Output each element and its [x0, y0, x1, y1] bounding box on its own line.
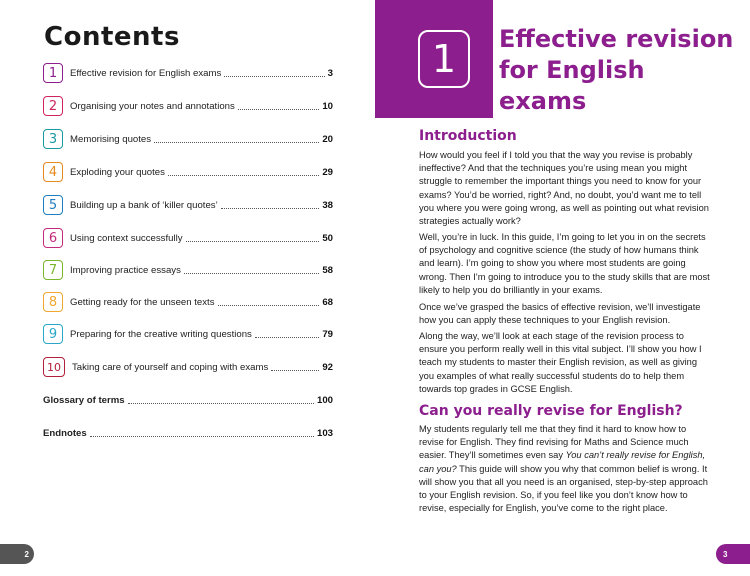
intro-paragraph-1: How would you feel if I told you that the way you revise is probably ineffective? And that the techniques you’re using mean you might struggle to remember the important things you need to know for your exams? You’d be worried, right? And, no doubt, you’d want me to tell you where you were going wrong, as well as pointing out what revision strategies actually work? [419, 150, 709, 227]
dot-leader [255, 337, 319, 338]
intro-paragraph-2: Well, you’re in luck. In this guide, I’m going to let you in on the secrets of psychology and cognitive science (the study of how humans think and learn). I’m going to show you where most students are going wrong. Then I’m going to introduce you to the study skills that are most likely to help you do brilliantly in your exams. [419, 232, 710, 295]
chapter-number-badge: 6 [43, 228, 63, 248]
toc-entry-label: Preparing for the creative writing questions [70, 328, 252, 340]
toc-entry-page: 3 [327, 67, 333, 79]
toc-entry-label: Improving practice essays [70, 264, 181, 276]
toc-entry-label: Exploding your quotes [70, 166, 165, 178]
chapter-number-badge: 7 [43, 260, 63, 280]
dot-leader [271, 370, 319, 371]
toc-entry[interactable] [43, 323, 333, 345]
toc-entry[interactable] [43, 62, 333, 84]
toc-entry-page: 92 [322, 361, 333, 373]
toc-entry-page: 68 [322, 296, 333, 308]
chapter-number-badge: 10 [43, 357, 65, 377]
section2-text-b: This guide will show you why that common belief is wrong. It will show you that all you need is an organised, step-by-step approach to your English revision. So, if you feel like you don’t know how to revise, especially for English, you’ve come to the right place. [419, 463, 708, 514]
dot-leader [90, 436, 314, 437]
toc-entry-label: Organising your notes and annotations [70, 100, 235, 112]
toc-entry-page: 20 [322, 133, 333, 145]
toc-entry[interactable] [43, 95, 333, 117]
toc-entry-page: 38 [322, 199, 333, 211]
chapter-number-badge: 4 [43, 162, 63, 182]
toc-entry[interactable] [43, 128, 333, 150]
toc-entry-label: Building up a bank of ‘killer quotes’ [70, 199, 218, 211]
section2-italic-quote: You can’t really revise for English, can you? [419, 450, 706, 474]
chapter-number-badge: 1 [43, 63, 63, 83]
toc-entry-label: Using context successfully [70, 232, 183, 244]
chapter-number-badge: 9 [43, 324, 63, 344]
toc-entry-label: Effective revision for English exams [70, 67, 222, 79]
chapter-number: 1 [418, 30, 470, 88]
contents-title: Contents [44, 22, 180, 52]
toc-entry[interactable] [43, 356, 333, 378]
chapter-number-badge: 3 [43, 129, 63, 149]
toc-entry-page: 103 [316, 427, 333, 439]
page-number-left: 2 [0, 544, 34, 564]
toc-entry-label: Glossary of terms [43, 394, 125, 406]
intro-paragraph-4: Along the way, we’ll look at each stage of the revision process to ensure you perform really well in this vital subject. I’ll show you how I teach my students to master their English revision, as well as giving you examples of what really successful students do to help them towards top grades in GCSE English. [419, 331, 702, 394]
toc-entry-page: 79 [322, 328, 333, 340]
dot-leader [221, 208, 320, 209]
toc-entry-page: 10 [322, 100, 333, 112]
chapter-number-badge: 8 [43, 292, 63, 312]
chapter-title-line-1: Effective revision [499, 25, 734, 53]
toc-entry-glossary[interactable] [43, 389, 333, 411]
chapter-number-badge: 2 [43, 96, 63, 116]
section2-paragraph [419, 423, 711, 515]
dot-leader [154, 142, 319, 143]
toc-entry[interactable] [43, 161, 333, 183]
toc-entry-page: 58 [322, 264, 333, 276]
toc-entry-page: 100 [316, 394, 333, 406]
section-heading-introduction: Introduction [419, 128, 517, 144]
toc-entry-page: 29 [322, 166, 333, 178]
dot-leader [224, 76, 324, 77]
section2-text-a: My students regularly tell me that they find it hard to know how to revise for English. They find revising for Maths and Science much easier. They’ll sometimes even say [419, 424, 689, 461]
toc-entry-label: Endnotes [43, 427, 87, 439]
dot-leader [218, 305, 320, 306]
chapter-title-line-2: for English exams [499, 56, 645, 115]
section-heading-revise: Can you really revise for English? [419, 403, 683, 419]
toc-entry-page: 50 [322, 232, 333, 244]
toc-entry[interactable] [43, 194, 333, 216]
dot-leader [238, 109, 320, 110]
intro-paragraph-3: Once we’ve grasped the basics of effective revision, we’ll investigate how you can apply these techniques to your English revision. [419, 302, 701, 326]
dot-leader [128, 403, 314, 404]
page-number-right: 3 [716, 544, 750, 564]
chapter-number-badge: 5 [43, 195, 63, 215]
dot-leader [186, 241, 320, 242]
dot-leader [168, 175, 319, 176]
toc-entry[interactable] [43, 227, 333, 249]
toc-entry-label: Taking care of yourself and coping with exams [72, 361, 269, 373]
toc-entry[interactable] [43, 291, 333, 313]
chapter-title [499, 24, 739, 117]
toc-entry-label: Getting ready for the unseen texts [70, 296, 215, 308]
toc-entry-endnotes[interactable] [43, 422, 333, 444]
toc-entry[interactable] [43, 259, 333, 281]
dot-leader [184, 273, 319, 274]
toc-entry-label: Memorising quotes [70, 133, 152, 145]
